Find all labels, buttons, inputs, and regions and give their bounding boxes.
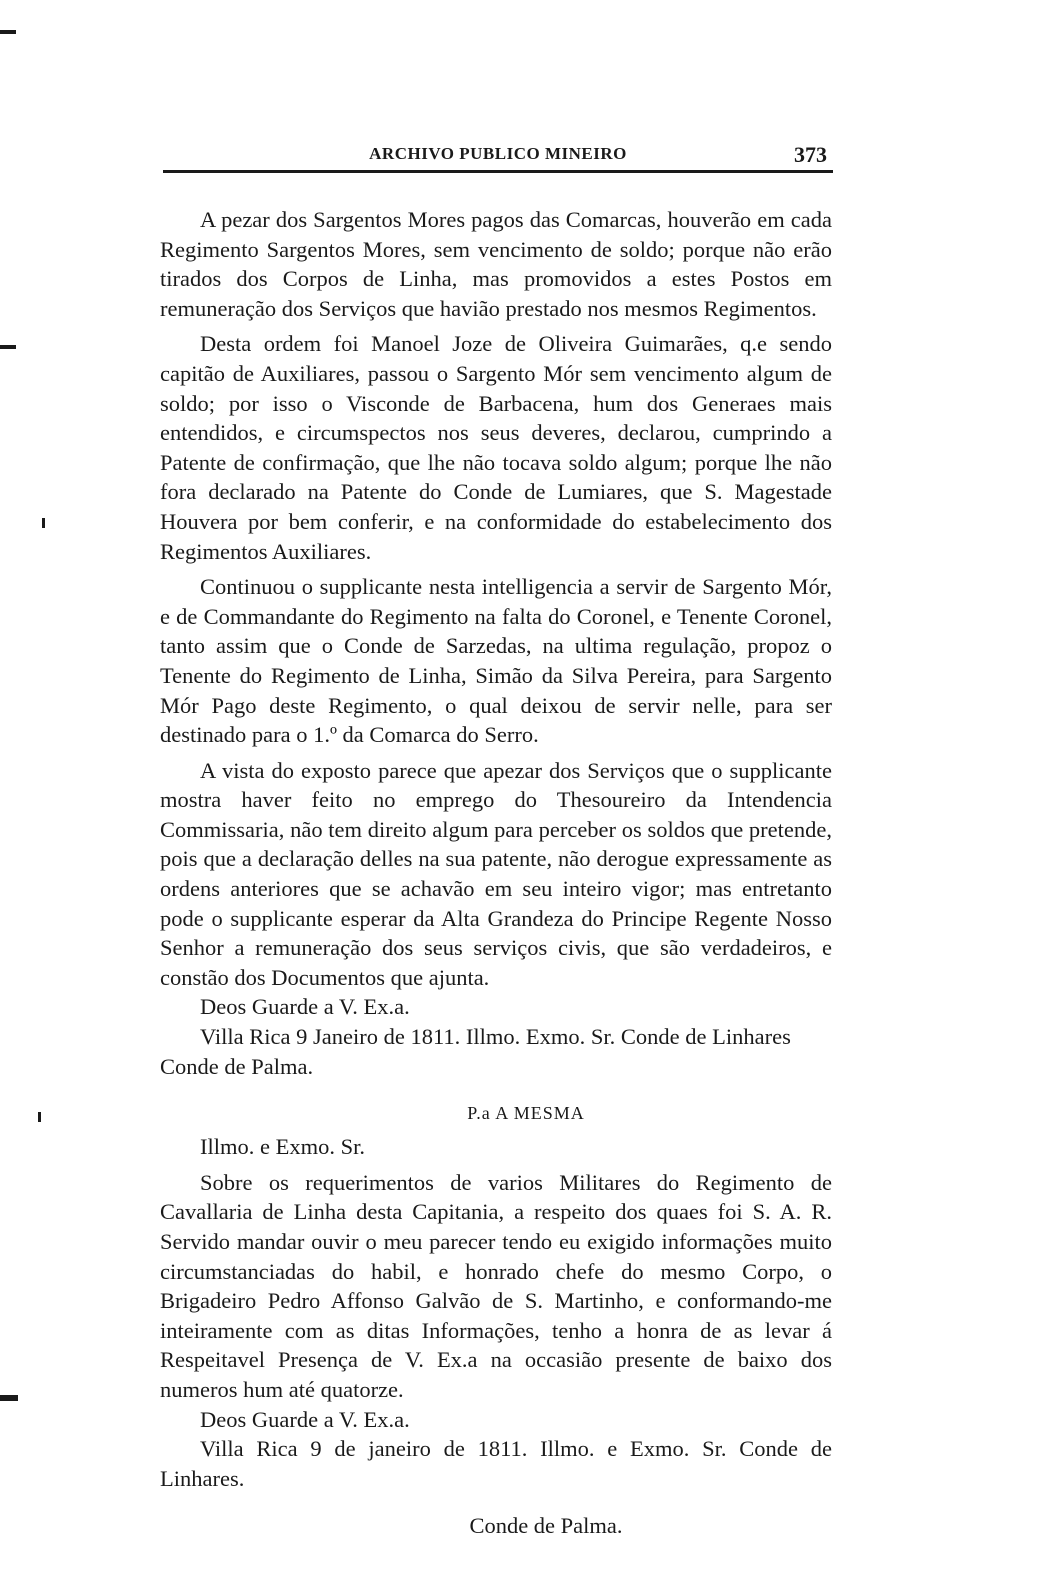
salutation: Illmo. e Exmo. Sr. [200,1134,365,1160]
paragraph-continuou: Continuou o supplicante nesta intelligencia a servir de Sargento Mór, e de Commandante do Regimento na falta do Coronel, e Tenente Coronel, tanto assim que o Conde de Sarzedas, na ultima regulação, propoz o Tenente do Regimento de Linha, Simão da Silva Pereira, para Sargento Mór Pago deste Regimento, o qual deixou de servir nelle, para ser destinado para o 1.º da Comarca do Serro. [160,574,832,748]
running-title: ARCHIVO PUBLICO MINEIRO [369,144,627,163]
signature: Conde de Palma. [469,1513,623,1539]
header-rule [163,170,833,173]
dateline-2: Villa Rica 9 de janeiro de 1811. Illmo. e Exmo. Sr. Conde de Linhares. [160,1436,832,1491]
page-number: 373 [794,142,827,167]
signer-name: Conde de Palma. [160,1053,314,1079]
section-heading: P.a A MESMA [467,1103,585,1124]
margin-mark [0,345,16,349]
closing-line: Deos Guarde a V. Ex.a. [200,994,410,1020]
paragraph-manoel-joze: Desta ordem foi Manoel Joze de Oliveira Guimarães, q.e sendo capitão de Auxiliares, passou o Sargento Mór sem vencimento algum de soldo; por isso o Visconde de Barbacena, hum dos Generaes mais entendidos, e circumspectos nos seus deveres, declarou, cumprindo a Patente de confirmação, que lhe não tocava soldo algum; porque lhe não fora declarado na Patente do Conde de Lumiares, que S. Magestade Houvera por bem conferir, e na conformidade do estabelecimento dos Regimentos Auxiliares. [160,331,832,564]
margin-mark [0,1395,18,1401]
document-body [160,205,832,1541]
page-header [163,140,833,176]
paragraph-requerimentos: Sobre os requerimentos de varios Militares do Regimento de Cavallaria de Linha desta Capitania, a respeito dos quaes foi S. A. R. Servido mandar ouvir o meu parecer tendo eu exigido informações muito circumstanciadas do habil, e honrado chefe do mesmo Corpo, o Brigadeiro Pedro Affonso Galvão de S. Martinho, e conformando-me inteiramente com as ditas Informações, tenho a honra de as levar á Respeitavel Presença de V. Ex.a na occasião presente de baixo dos numeros hum até quatorze. [160,1169,832,1402]
closing-line-2: Deos Guarde a V. Ex.a. [200,1406,410,1432]
margin-mark [42,518,45,528]
paragraph-sargentos: A pezar dos Sargentos Mores pagos das Comarcas, houverão em cada Regimento Sargentos Mores, sem vencimento de soldo; porque não erão tirados dos Corpos de Linha, mas promovidos a estes Postos em remuneração dos Serviços que havião prestado nos mesmos Regimentos. [160,207,832,321]
dateline: Villa Rica 9 Janeiro de 1811. Illmo. Exmo. Sr. Conde de Linhares [200,1024,791,1050]
paragraph-a-vista: A vista do exposto parece que apezar dos Serviços que o supplicante mostra haver feito no emprego do Thesoureiro da Intendencia Commissaria, não tem direito algum para perceber os soldos que pretende, pois que a declaração delles na sua patente, não derogue expressamente as ordens anteriores que se achavão em seu inteiro vigor; mas entretanto pode o supplicante esperar da Alta Grandeza do Principe Regente Nosso Senhor a remuneração dos seus serviços civis, que são verdadeiros, e constão dos Documentos que ajunta. [160,757,832,990]
margin-mark [0,30,16,34]
margin-mark [38,1112,41,1122]
